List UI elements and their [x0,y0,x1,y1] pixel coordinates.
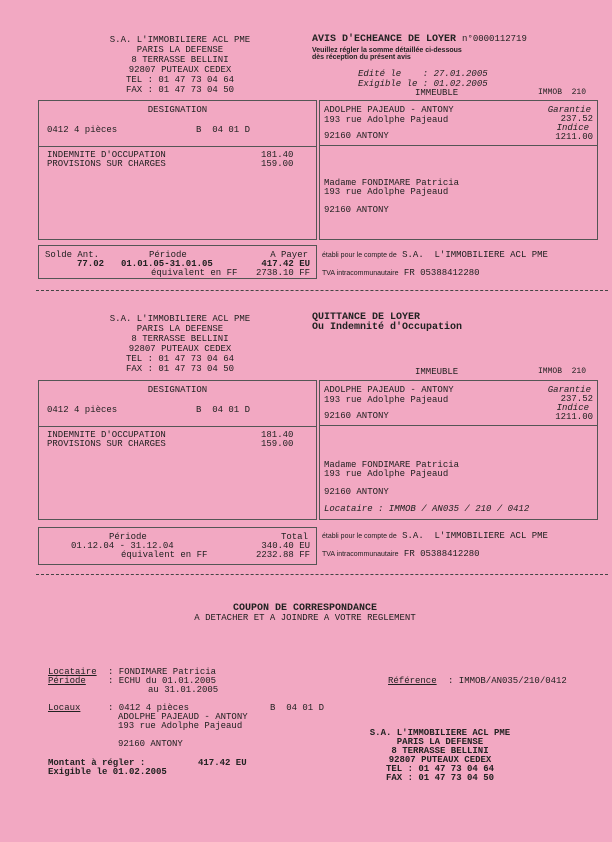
owner-divider [320,145,597,146]
address-box-1 [319,100,598,240]
designation-box-1 [38,100,317,240]
tenant-locataire: Locataire : IMMOB / AN035 / 210 / 0412 [324,504,530,514]
designation-divider [39,426,316,427]
owner-address: 193 rue Adolphe Pajeaud [324,115,449,125]
coupon-reference-label: Référence [388,676,437,686]
solde-periode-label: Période [149,250,187,260]
quittance-periode-label: Période [109,532,147,542]
solde-value: 77.02 [77,259,105,269]
avis-title-block [312,34,602,61]
etabli-value: S.A. L'IMMOBILIERE ACL PME [402,250,548,260]
coupon-locaux-address: 193 rue Adolphe Pajeaud [118,721,243,731]
company-fax: FAX : 01 47 73 04 50 [125,85,235,95]
company-header-3 [340,729,540,783]
quittance-total-box [38,527,317,565]
apayer-value: 417.42 EU [261,259,310,269]
coupon-locaux-label: Locaux [48,703,81,713]
coupon-periode-label: Période [48,676,86,686]
coupon-locaux-owner: ADOLPHE PAJEAUD - ANTONY [118,712,248,722]
coupon-title: COUPON DE CORRESPONDANCE [232,603,378,614]
tenant-name: Madame FONDIMARE Patricia [324,178,460,188]
solde-label: Solde Ant. [45,250,100,260]
item2-label: PROVISIONS SUR CHARGES [47,159,166,169]
avis-subtitle1: Veuillez régler la somme détaillée ci-dessous [312,47,462,54]
designation-code: B 04 01 D [196,405,251,415]
item1-label: INDEMNITE D'OCCUPATION [47,150,166,160]
garantie-value: 237.52 [560,114,593,124]
company-line3: 8 TERRASSE BELLINI [131,55,229,65]
quittance-equiv-label: équivalent en FF [121,550,208,560]
avis-exigible: Exigible le : 01.02.2005 [358,79,488,89]
company-line3: 8 TERRASSE BELLINI [131,334,229,344]
tva-line-1 [322,268,480,278]
company-fax: FAX : 01 47 73 04 50 [125,364,235,374]
solde-equiv-value: 2738.10 FF [255,268,310,278]
company-name: S.A. L'IMMOBILIERE ACL PME [109,35,251,45]
garantie-label: Garantie [547,385,591,395]
avis-subtitle2: dès réception du présent avis [312,54,411,61]
designation-lot: 0412 4 pièces [47,405,118,415]
item2-value: 159.00 [261,159,294,169]
quittance-periode-value: 01.12.04 - 31.12.04 [71,541,174,551]
designation-code: B 04 01 D [196,125,251,135]
company-line2: PARIS LA DEFENSE [396,737,484,747]
coupon-montant-label: Montant à régler : [48,758,146,768]
company-line3: 8 TERRASSE BELLINI [391,746,489,756]
designation-box-2 [38,380,317,520]
company-name: S.A. L'IMMOBILIERE ACL PME [369,728,511,738]
company-header-2 [80,314,280,374]
tva-label: TVA intracommunautaire [322,270,399,277]
coupon-locaux-city: 92160 ANTONY [118,739,183,749]
coupon-periode-value2: au 31.01.2005 [148,685,219,695]
garantie-label: Garantie [547,105,591,115]
quittance-total-label: Total [280,532,308,542]
coupon-locataire-label: Locataire [48,667,97,677]
item1-value: 181.40 [261,150,294,160]
coupon-subtitle: A DETACHER ET A JOINDRE A VOTRE REGLEMENT [194,613,416,623]
designation-lot: 0412 4 pièces [47,125,118,135]
item2-value: 159.00 [261,439,294,449]
avis-edite: Edité le : 27.01.2005 [358,69,488,79]
solde-equiv-label: équivalent en FF [151,268,238,278]
coupon-locaux-code: B 04 01 D [270,703,325,713]
tenant-city: 92160 ANTONY [324,487,389,497]
designation-header: DESIGNATION [147,385,208,395]
tenant-city: 92160 ANTONY [324,205,389,215]
avis-number: n°0000112719 [462,34,527,44]
owner-divider [320,425,597,426]
coupon-locataire-value: : FONDIMARE Patricia [108,667,217,677]
quittance-equiv-value: 2232.88 FF [255,550,310,560]
coupon-montant-value: 417.42 EU [198,758,247,768]
garantie-value: 237.52 [560,394,593,404]
indice-label: Indice [556,123,589,133]
tenant-name: Madame FONDIMARE Patricia [324,460,460,470]
item2-label: PROVISIONS SUR CHARGES [47,439,166,449]
address-box-2 [319,380,598,520]
tva-value: FR 05388412280 [403,268,480,278]
company-tel: TEL : 01 47 73 04 64 [125,75,235,85]
owner-city: 92160 ANTONY [324,411,389,421]
indice-value: 1211.00 [555,412,593,422]
company-tel: TEL : 01 47 73 04 64 [385,764,495,774]
owner-city: 92160 ANTONY [324,131,389,141]
cut-line-1 [36,290,608,291]
coupon-periode-value1: : ECHU du 01.01.2005 [108,676,217,686]
owner-name: ADOLPHE PAJEAUD - ANTONY [324,385,454,395]
etabli-line-1 [322,250,548,260]
company-line4: 92807 PUTEAUX CEDEX [128,344,232,354]
etabli-label: établi pour le compte de [322,533,397,540]
company-line2: PARIS LA DEFENSE [136,45,224,55]
immeuble-label: IMMEUBLE [415,88,459,98]
cut-line-2 [36,574,608,575]
tva-label: TVA intracommunautaire [322,551,399,558]
apayer-label: A Payer [270,250,308,260]
coupon-reference-value: : IMMOB/AN035/210/0412 [448,676,567,686]
quittance-title1: QUITTANCE DE LOYER [312,312,421,323]
etabli-value: S.A. L'IMMOBILIERE ACL PME [402,531,548,541]
company-header-1 [80,35,280,95]
indice-label: Indice [556,403,589,413]
coupon-locaux-value: : 0412 4 pièces [108,703,190,713]
owner-name: ADOLPHE PAJEAUD - ANTONY [324,105,454,115]
company-line4: 92807 PUTEAUX CEDEX [388,755,492,765]
indice-value: 1211.00 [555,132,593,142]
tenant-address: 193 rue Adolphe Pajeaud [324,469,449,479]
item1-value: 181.40 [261,430,294,440]
immeuble-value: IMMOB 210 [538,88,587,97]
avis-title: AVIS D'ECHEANCE DE LOYER [312,34,457,45]
company-tel: TEL : 01 47 73 04 64 [125,354,235,364]
immeuble-label-2: IMMEUBLE [415,367,459,377]
solde-periode-value: 01.01.05-31.01.05 [121,259,213,269]
item1-label: INDEMNITE D'OCCUPATION [47,430,166,440]
designation-divider [39,146,316,147]
company-name: S.A. L'IMMOBILIERE ACL PME [109,314,251,324]
immeuble-value-2: IMMOB 210 [538,367,587,376]
quittance-title2: Ou Indemnité d'Occupation [312,322,463,333]
etabli-label: établi pour le compte de [322,252,397,259]
designation-header: DESIGNATION [147,105,208,115]
owner-address: 193 rue Adolphe Pajeaud [324,395,449,405]
quittance-total-value: 340.40 EU [261,541,310,551]
tenant-address: 193 rue Adolphe Pajeaud [324,187,449,197]
coupon-exigible: Exigible le 01.02.2005 [48,767,167,777]
tva-line-2 [322,549,480,559]
solde-box [38,245,317,279]
tva-value: FR 05388412280 [403,549,480,559]
etabli-line-2 [322,531,548,541]
company-line4: 92807 PUTEAUX CEDEX [128,65,232,75]
company-line2: PARIS LA DEFENSE [136,324,224,334]
company-fax: FAX : 01 47 73 04 50 [385,773,495,783]
